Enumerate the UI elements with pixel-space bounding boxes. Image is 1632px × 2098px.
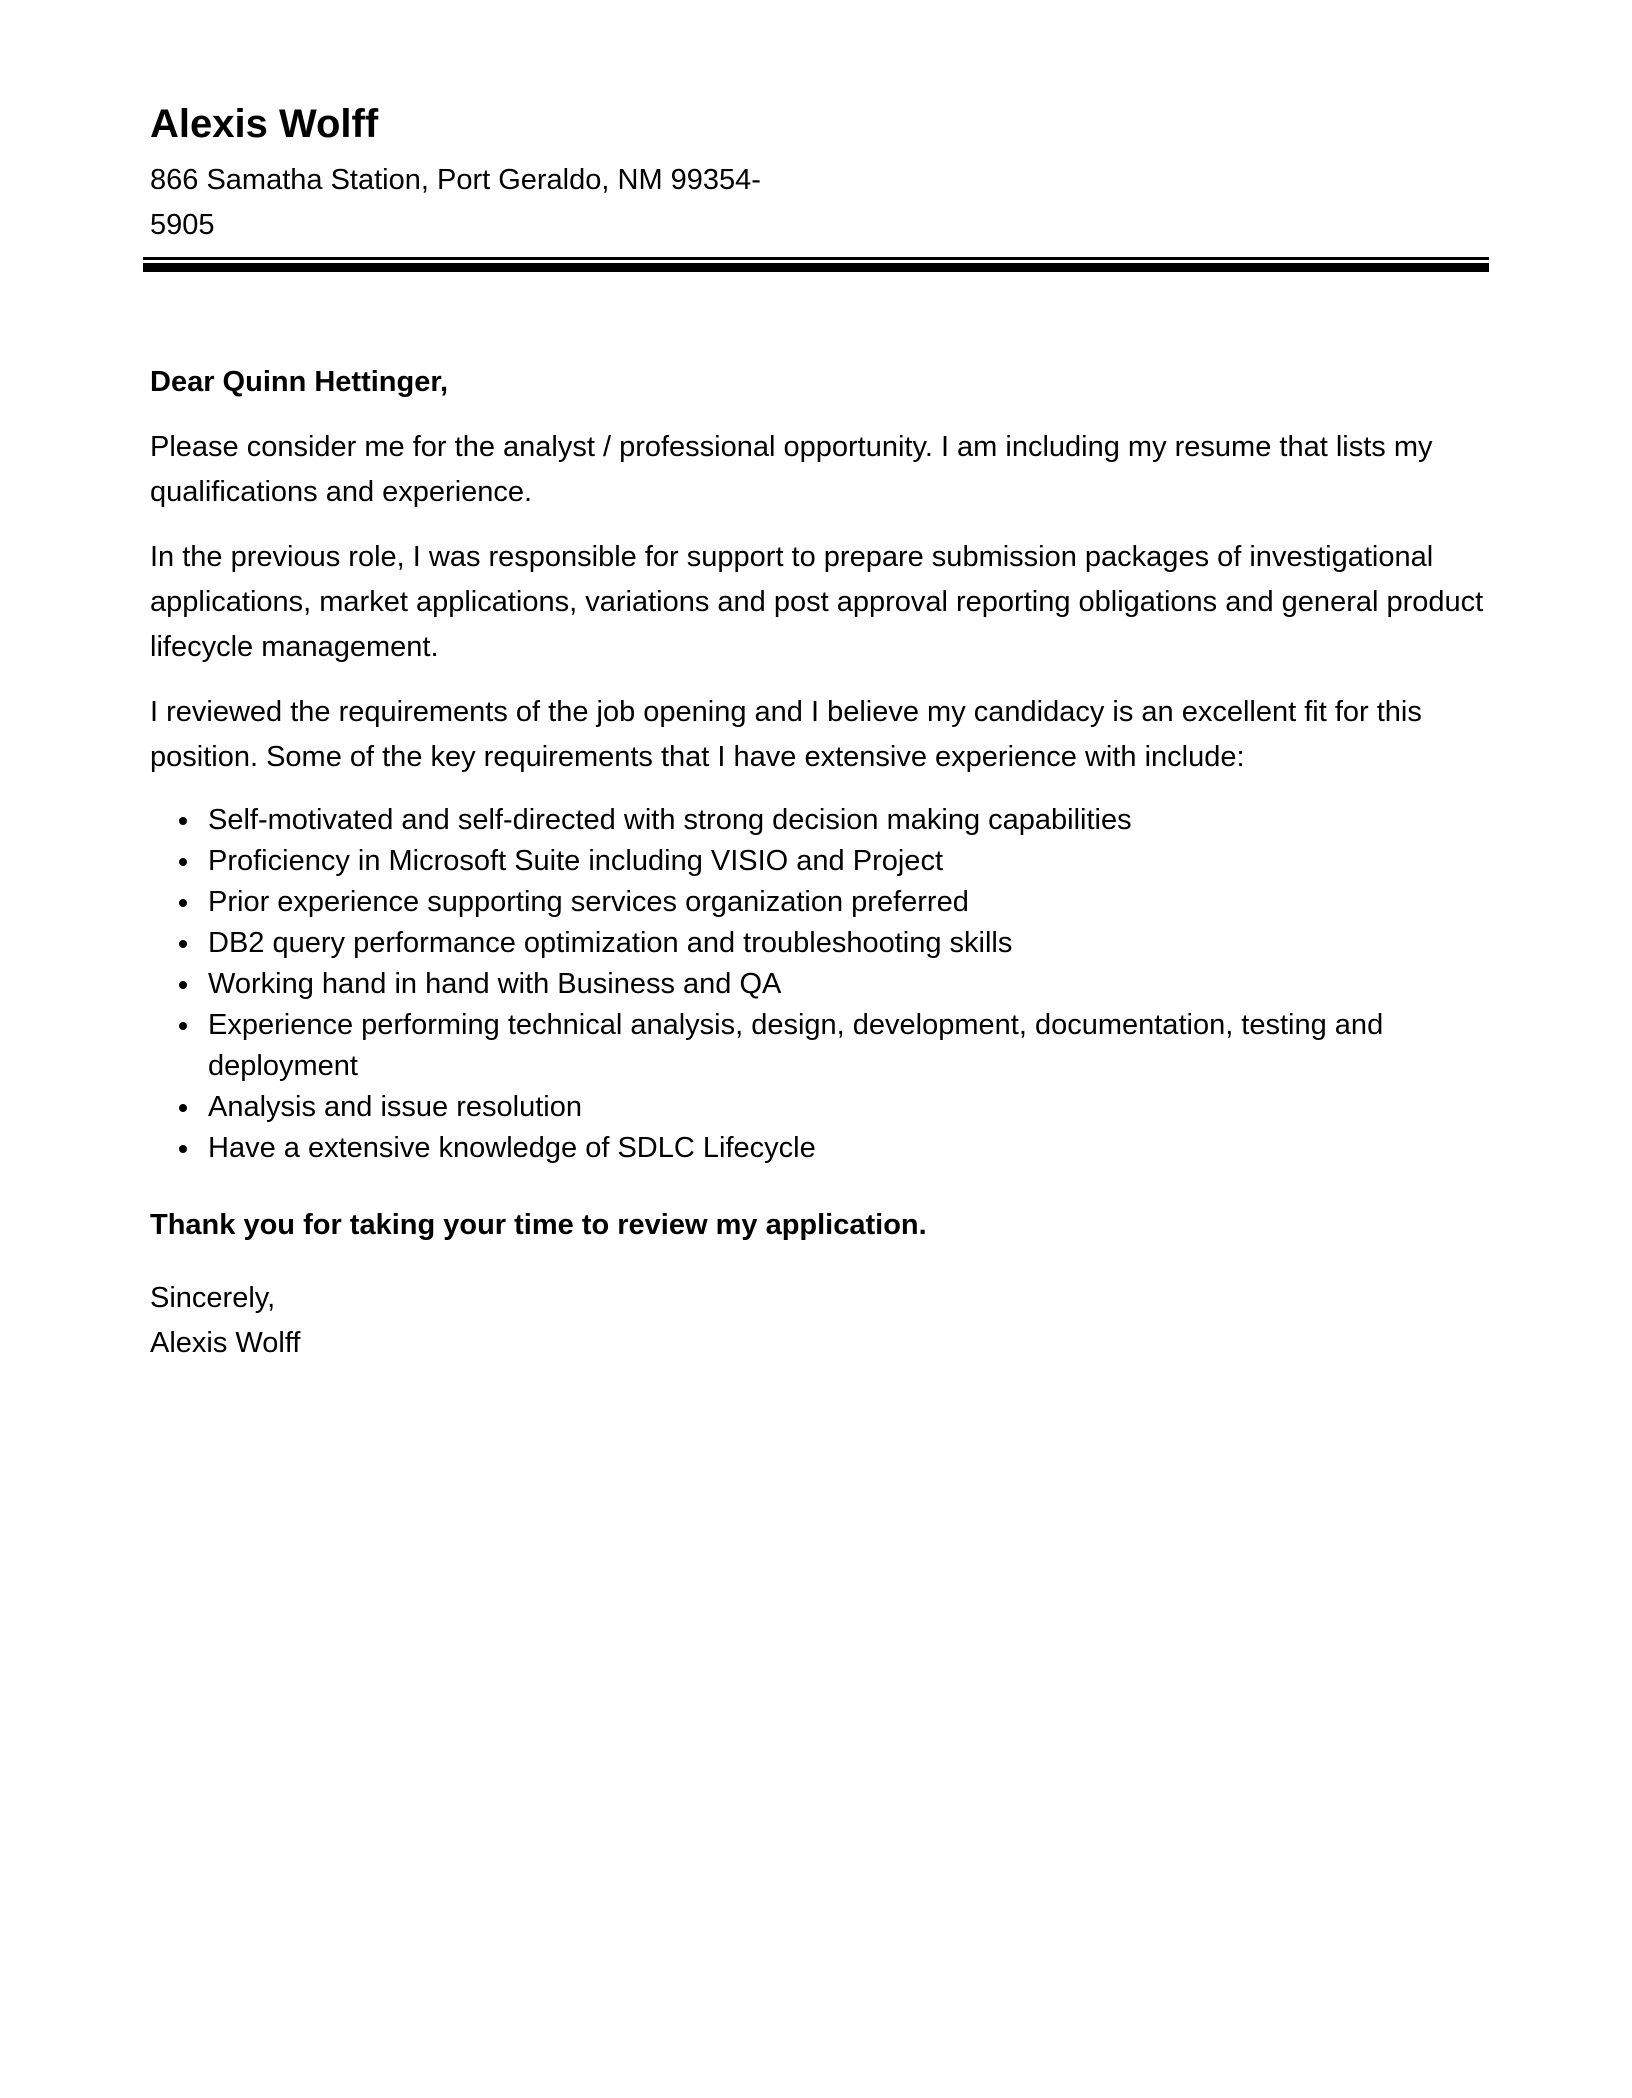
salutation: Dear Quinn Hettinger, [150,366,449,398]
requirement-item: • Self-motivated and self-directed with strong decision making capabilities [202,800,1489,841]
requirements-list [150,800,1489,1169]
requirement-item: • Have a extensive knowledge of SDLC Lifecycle [202,1128,1489,1169]
paragraph-fit: I reviewed the requirements of the job opening and I believe my candidacy is an excellent fit for this position. Some of the key requirements that I have extensive experience with include: [150,696,1422,773]
requirement-item: • DB2 query performance optimization and troubleshooting skills [202,923,1489,964]
header-divider [143,257,1489,272]
letter-body [150,360,1489,1366]
sender-address-line1: 866 Samatha Station, Port Geraldo, NM 99354- [150,164,761,196]
requirement-item: • Experience performing technical analysis, design, development, documentation, testing and deployment [202,1005,1489,1087]
signoff-name: Alexis Wolff [150,1327,301,1359]
letter-header [150,100,1489,272]
paragraph-previous-role: In the previous role, I was responsible for support to prepare submission packages of investigational applications, market applications, variations and post approval reporting obligations and general product lifecycle management. [150,541,1484,663]
requirement-item: • Working hand in hand with Business and QA [202,964,1489,1005]
closing-thanks: Thank you for taking your time to review my application. [150,1209,927,1241]
sender-address-line2: 5905 [150,209,215,241]
sender-name: Alexis Wolff [150,102,379,146]
signoff-salutation: Sincerely, [150,1282,276,1314]
requirement-item: • Prior experience supporting services organization preferred [202,882,1489,923]
requirement-item: • Analysis and issue resolution [202,1087,1489,1128]
paragraph-intro: Please consider me for the analyst / professional opportunity. I am including my resume that lists my qualifications and experience. [150,431,1433,508]
sender-address [150,158,1489,248]
signoff [150,1276,1489,1366]
requirement-item: • Proficiency in Microsoft Suite including VISIO and Project [202,841,1489,882]
